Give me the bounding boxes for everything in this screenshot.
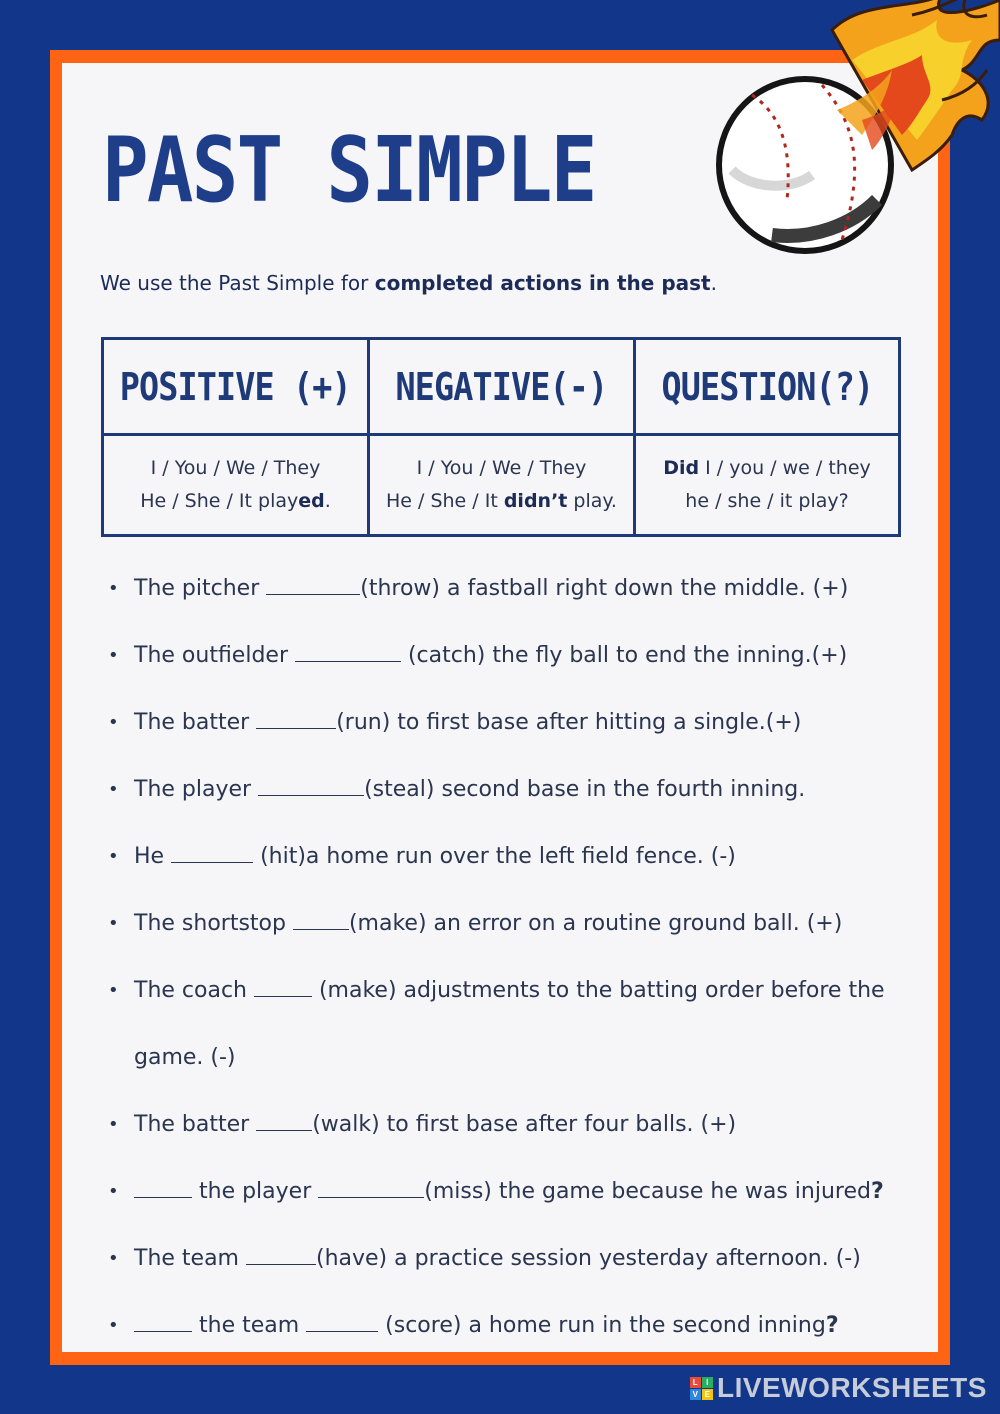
header-question: QUESTION(?) [635,339,900,435]
list-item: • The batter (walk) to first base after four balls. (+) [108,1091,908,1158]
answer-blank[interactable] [256,1111,312,1131]
exercise-list [108,555,908,1359]
answer-blank[interactable] [171,843,253,863]
answer-blank[interactable] [134,1178,192,1198]
answer-blank[interactable] [318,1178,424,1198]
answer-blank[interactable] [134,1312,192,1332]
list-item: • He (hit)a home run over the left field fence. (-) [108,823,908,890]
list-item: • The shortstop (make) an error on a routine ground ball. (+) [108,890,908,957]
list-item: • The team (have) a practice session yesterday afternoon. (-) [108,1225,908,1292]
liveworksheets-logo: L I V E [690,1377,713,1400]
cell-question: Did I / you / we / they he / she / it play? [635,435,900,536]
answer-blank[interactable] [293,910,349,930]
list-item: • The player (steal) second base in the fourth inning. [108,756,908,823]
page-title: PAST SIMPLE [102,118,596,223]
flaming-baseball-icon [712,0,1000,270]
intro-emphasis: completed actions in the past [374,271,711,295]
list-item: • the player (miss) the game because he was injured? [108,1158,908,1225]
answer-blank[interactable] [256,709,336,729]
cell-positive: I / You / We / They He / She / It played. [103,435,369,536]
answer-blank[interactable] [246,1245,316,1265]
grammar-table [101,337,901,537]
answer-blank[interactable] [295,642,401,662]
answer-blank[interactable] [258,776,364,796]
list-item: • The coach (make) adjustments to the batting order before the game. (-) [108,957,898,1091]
cell-negative: I / You / We / They He / She / It didn’t play. [369,435,635,536]
header-positive: POSITIVE (+) [103,339,369,435]
liveworksheets-watermark: L I V E LIVEWORKSHEETS [690,1372,987,1404]
list-item: • The batter (run) to first base after hitting a single.(+) [108,689,908,756]
list-item: • The outfielder (catch) the fly ball to end the inning.(+) [108,622,908,689]
intro-text: We use the Past Simple for completed actions in the past. [100,271,717,295]
header-negative: NEGATIVE(-) [369,339,635,435]
answer-blank[interactable] [306,1312,378,1332]
answer-blank[interactable] [266,575,360,595]
list-item: • The pitcher (throw) a fastball right down the middle. (+) [108,555,908,622]
list-item: • the team (score) a home run in the second inning? [108,1292,908,1359]
answer-blank[interactable] [254,977,312,997]
